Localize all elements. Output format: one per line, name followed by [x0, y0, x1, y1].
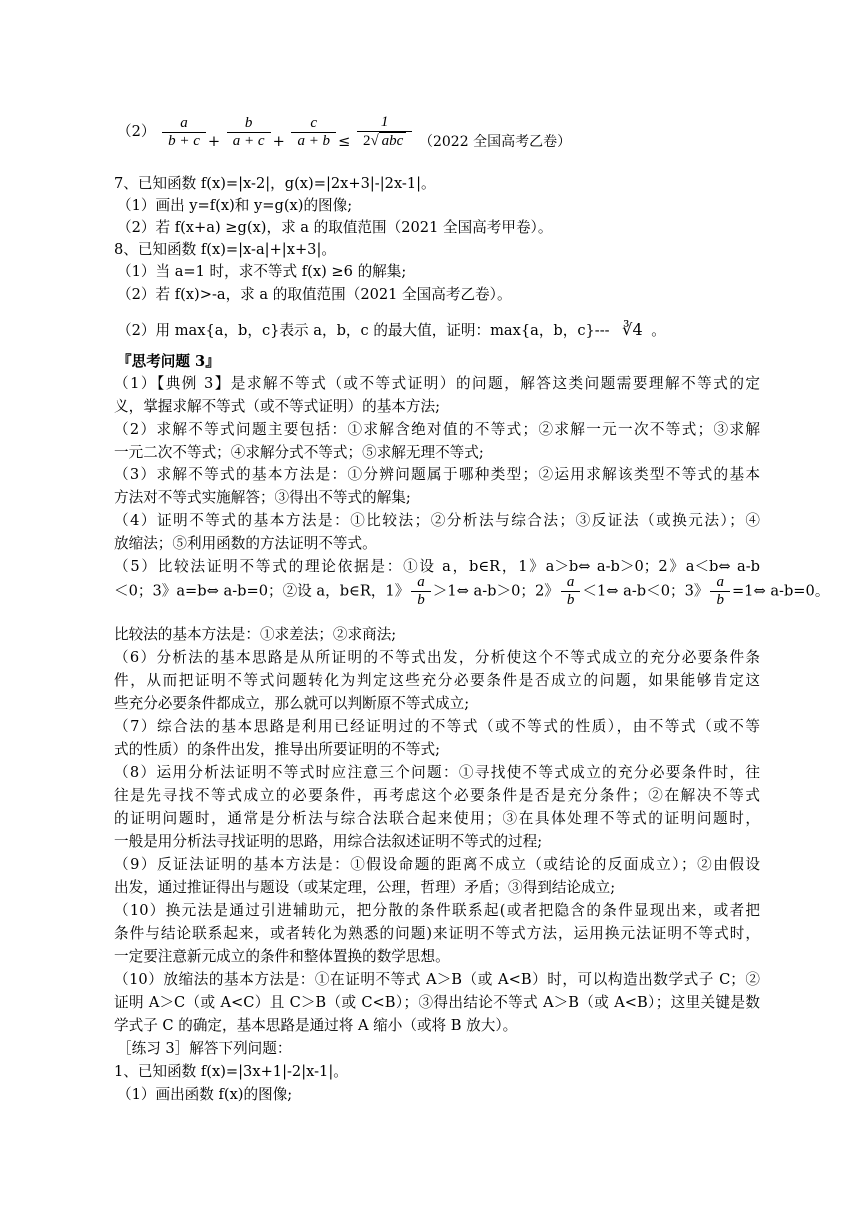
para8-l4: 一般是用分析法寻找证明的思路，用综合法叙述证明不等式的过程; [114, 833, 543, 850]
para11-l2: 证明 A＞C（或 A<C）且 C＞B（或 C<B）；③得出结论不等式 A＞B（或 A<B）；这里关键是数 [114, 994, 760, 1011]
para3-l2: 方法对不等式实施解答；③得出不等式的解集; [114, 489, 411, 506]
exercise-q1-part1: （1）画出函数 f(x)的图像; [117, 1086, 293, 1103]
para4-l2: 放缩法；⑤利用函数的方法证明不等式。 [114, 535, 377, 552]
q8-part2: （2）若 f(x)>-a，求 a 的取值范围（2021 全国高考乙卷）。 [117, 286, 512, 303]
q7-title: 7、已知函数 f(x)=|x-2|，g(x)=|2x+3|-|2x-1|。 [114, 175, 436, 192]
item-prefix: （2） [117, 123, 156, 140]
para7-l1: （7）综合法的基本思路是利用已经证明过的不等式（或不等式的性质），由不等式（或不等 [114, 718, 760, 735]
plus-sign: + [207, 133, 221, 150]
exercise-heading: ［练习 3］解答下列问题： [117, 1040, 292, 1057]
fraction-b: $\frac{b}{a + c}$ [227, 115, 271, 150]
cube-root-four: ∛4 [622, 320, 643, 339]
para9-l2: 出发，通过推证得出与题设（或某定理，公理，哲理）矛盾；③得到结论成立; [114, 879, 616, 896]
q8-part1: （1）当 a=1 时，求不等式 f(x) ≥6 的解集; [117, 263, 407, 280]
para8-l3: 的证明问题时，通常是分析法与综合法联合起来使用；③在具体处理不等式的证明问题时， [114, 810, 760, 827]
para8-l2: 往是先寻找不等式成立的必要条件，再考虑这个必要条件是否是充分条件；②在解决不等式 [114, 787, 760, 804]
para8-l1: （8）运用分析法证明不等式时应注意三个问题：①寻找使不等式成立的充分必要条件时，往 [114, 764, 760, 781]
plus-sign: + [272, 133, 285, 150]
para5-l2: ＜0；3》a=b⇔ a-b=0；②设 a，b∈R，1》 $\frac{a}{b}$ ＞1⇔ a-b＞0；2》 $\frac{a}{b}$ ＜1⇔ a-b＜0；3》 $\frac{a}{b}$ =1⇔ a-b=0。 [114, 574, 830, 608]
para6-l2: 件，从而把证明不等式问题转化为判定这些充分必要条件是否成立的问题，如果能够肯定这 [114, 672, 760, 689]
para10-l3: 一定要注意新元成立的条件和整体置换的数学思想。 [114, 948, 450, 965]
fraction-c: $\frac{c}{a + b}$ [291, 115, 336, 150]
fraction-a-over-b: $\frac{a}{b}$ [710, 574, 730, 609]
fraction-a: $\frac{a}{b + c}$ [162, 115, 206, 150]
para7-l2: 式的性质）的条件出发，推导出所要证明的不等式; [114, 741, 440, 758]
para9-l1: （9）反证法证明的基本方法是：①假设命题的距离不成立（或结论的反面成立）；②由假设 [114, 856, 760, 873]
para6-l1: （6）分析法的基本思路是从所证明的不等式出发，分析使这个不等式成立的充分必要条件条 [114, 649, 760, 666]
para1-l2: 义，掌握求解不等式（或不等式证明）的基本方法; [114, 398, 440, 415]
q8-title: 8、已知函数 f(x)=|x-a|+|x+3|。 [114, 241, 336, 258]
para2-l1: （2）求解不等式问题主要包括：①求解含绝对值的不等式；②求解一元一次不等式；③求解 [114, 421, 760, 438]
para5-l1: （5）比较法证明不等式的理论依据是：①设 a，b∈R，1》a＞b⇔ a-b＞0；2》a＜b⇔ a-b [114, 558, 760, 575]
section-heading: 『思考问题 3』 [117, 353, 220, 370]
source-note: （2022 全国高考乙卷） [418, 134, 572, 150]
para5-l3: 比较法的基本方法是：①求差法；②求商法; [114, 626, 397, 643]
para1-l1: （1）【典例 3】是求解不等式（或不等式证明）的问题，解答这类问题需要理解不等式的定 [114, 375, 760, 392]
para3-l1: （3）求解不等式的基本方法是：①分辨问题属于哪种类型；②运用求解该类型不等式的基本 [114, 466, 760, 483]
le-sign: ≤ [338, 133, 351, 150]
q7-part1: （1）画出 y=f(x)和 y=g(x)的图像; [117, 197, 353, 214]
para11-l3: 学式子 C 的确定，基本思路是通过将 A 缩小（或将 B 放大）。 [114, 1017, 518, 1034]
para10-l1: （10）换元法是通过引进辅助元，把分散的条件联系起(或者把隐含的条件显现出来，或者把 [114, 902, 760, 919]
para6-l3: 些充分必要条件都成立，那么就可以判断原不等式成立; [114, 695, 470, 712]
fraction-one: $\frac{1}{\text{2√ abc}}$ [357, 114, 412, 150]
fraction-a-over-b: $\frac{a}{b}$ [561, 574, 581, 609]
q7-part2: （2）若 f(x+a) ≥g(x)，求 a 的取值范围（2021 全国高考甲卷）。 [117, 219, 553, 236]
max-proof-line: （2）用 max{a，b，c}表示 a，b，c 的最大值，证明：max{a，b，c}--- ∛4 。 [117, 320, 666, 339]
para10-l2: 条件与结论联系起来，或者转化为熟悉的问题)来证明不等式方法，运用换元法证明不等式时， [114, 925, 760, 942]
inequality-line [117, 114, 571, 152]
para4-l1: （4）证明不等式的基本方法是：①比较法；②分析法与综合法；③反证法（或换元法）；④ [114, 512, 760, 529]
fraction-a-over-b: $\frac{a}{b}$ [411, 574, 431, 609]
para2-l2: 一元二次不等式；④求解分式不等式；⑤求解无理不等式; [114, 444, 484, 461]
exercise-q1: 1、已知函数 f(x)=|3x+1|-2|x-1|。 [114, 1063, 348, 1080]
para11-l1: （10）放缩法的基本方法是：①在证明不等式 A＞B（或 A<B）时，可以构造出数学式子 C；② [114, 971, 760, 988]
